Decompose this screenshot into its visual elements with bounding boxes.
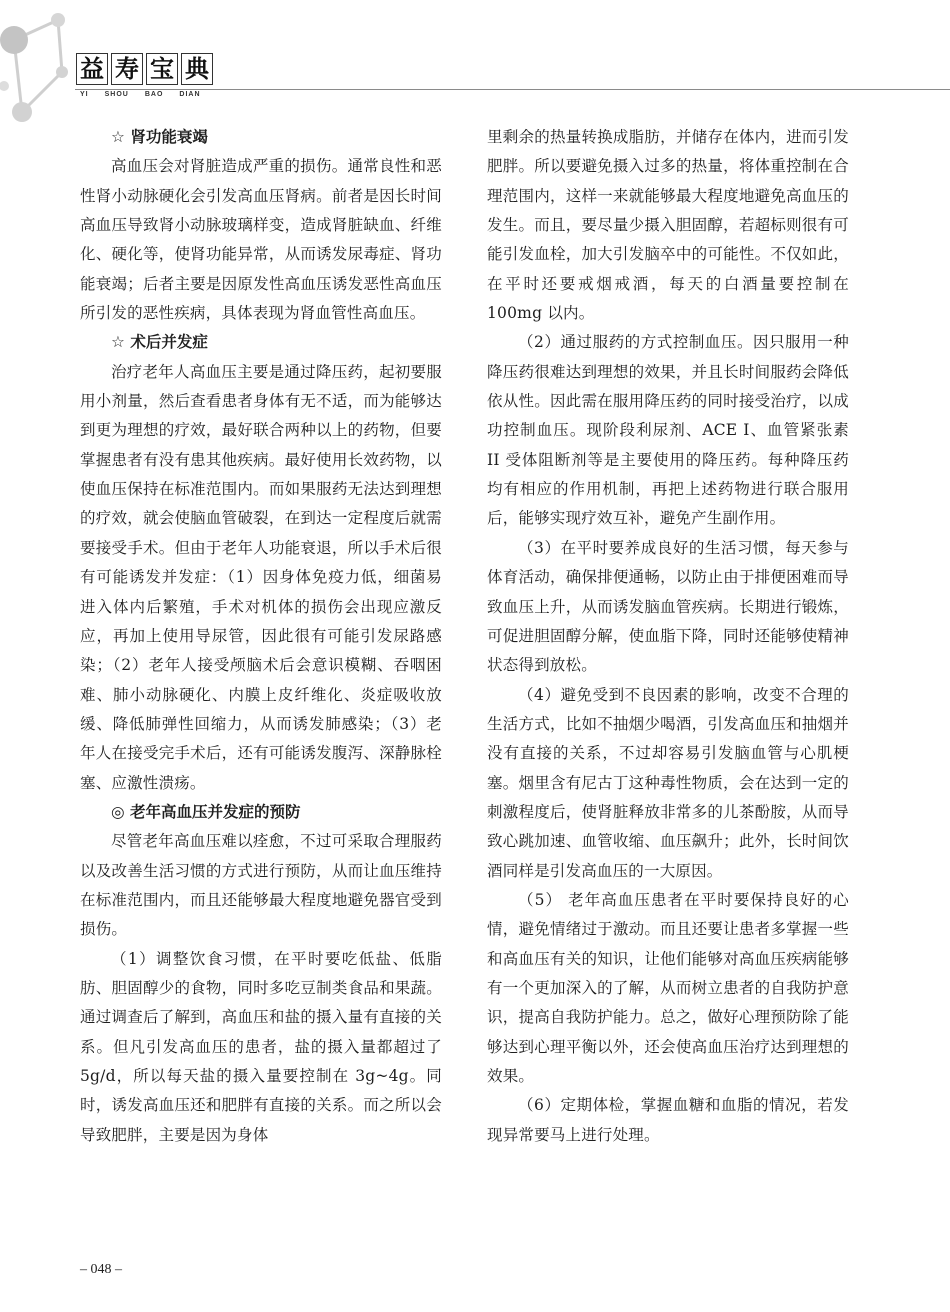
paragraph: （3）在平时要养成良好的生活习惯，每天参与体育活动，确保排便通畅，以防止由于排便困难而导致血压上升，从而诱发脑血管疾病。长期进行锻炼，可促进胆固醇分解，使血脂下降，同时还能够使精神状态得到放松。 [487,538,849,675]
page-number: – 048 – [80,1262,122,1277]
paragraph: 治疗老年人高血压主要是通过降压药，起初要服用小剂量，然后查看患者身体有无不适，而为能够达到更为理想的疗效，最好联合两种以上的药物，但要掌握患者有没有患其他疾病。最好使用长效药物，以使血压保持在标准范围内。而如果服药无法达到理想的疗效，就会使脑血管破裂，在到达一定程度后就需要接受手术。但由于老年人功能衰退，所以手术后很有可能诱发并发症：（1）因身体免疫力低，细菌易进入体内后繁殖，手术对机体的损伤会出现应激反应，再加上使用导尿管，因此很有可能引发尿路感染；（2）老年人接受颅脑术后会意识模糊、吞咽困难、肺小动脉硬化、内膜上皮纤维化、炎症吸收放缓、降低肺弹性回缩力，从而诱发肺感染；（3）老年人在接受完手术后，还有可能诱发腹泻、深静脉栓塞、应激性溃疡。 [80,362,442,792]
section-heading-prevention: ◎ 老年高血压并发症的预防 [111,802,301,821]
magazine-pinyin [80,91,201,98]
title-char: 典 [181,53,213,85]
paragraph: （6）定期体检，掌握血糖和血脂的情况，若发现异常要马上进行处理。 [487,1096,849,1144]
star-icon: ☆ [111,128,125,146]
pinyin-syllable: YI [80,91,89,98]
paragraph: 尽管老年高血压难以痊愈，不过可采取合理服药以及改善生活习惯的方式进行预防，从而让血压维持在标准范围内，而且还能够最大程度地避免器官受到损伤。 [80,832,442,939]
left-column [80,123,442,1150]
heading-postop-complications: ☆ 术后并发症 [111,333,208,352]
title-char: 宝 [146,53,178,85]
pinyin-syllable: SHOU [104,91,129,98]
paragraph: （5） 老年高血压患者在平时要保持良好的心情，避免情绪过于激动。而且还要让患者多掌握一些和高血压有关的知识，让他们能够对高血压疾病能够有一个更加深入的了解，从而树立患者的自我防护意识，提高自我防护能力。总之，做好心理预防除了能够达到心理平衡以外，还会使高血压治疗达到理想的效果。 [487,890,849,1085]
paragraph: （2）通过服药的方式控制血压。因只服用一种降压药很难达到理想的效果，并且长时间服药会降低依从性。因此需在服用降压药的同时接受治疗，以成功控制血压。现阶段利尿剂、ACE I、血管紧张素 II 受体阻断剂等是主要使用的降压药。每种降压药均有相应的作用机制，再把上述药物进行联合服用后，能够实现疗效互补，避免产生副作用。 [487,333,849,528]
header-rule [75,89,950,90]
paragraph: 高血压会对肾脏造成严重的损伤。通常良性和恶性肾小动脉硬化会引发高血压肾病。前者是因长时间高血压导致肾小动脉玻璃样变，造成肾脏缺血、纤维化、硬化等，使肾功能异常，从而诱发尿毒症、肾功能衰竭；后者主要是因原发性高血压诱发恶性高血压所引发的恶性疾病，具体表现为肾血管性高血压。 [80,157,442,323]
title-char: 益 [76,53,108,85]
magazine-title [76,53,213,85]
paragraph: （1）调整饮食习惯，在平时要吃低盐、低脂肪、胆固醇少的食物，同时多吃豆制类食品和果蔬。通过调查后了解到，高血压和盐的摄入量有直接的关系。但凡引发高血压的患者，盐的摄入量都超过了 5g/d，所以每天盐的摄入量要控制在 3g~4g。同时，诱发高血压还和肥胖有直接的关系。而之所以会导致肥胖，主要是因为身体 [80,949,442,1144]
paragraph-continued: 里剩余的热量转换成脂肪，并储存在体内，进而引发肥胖。所以要避免摄入过多的热量，将体重控制在合理范围内，这样一来就能够最大程度地避免高血压的发生。而且，要尽量少摄入胆固醇，若超标则很有可能引发血栓，加大引发脑卒中的可能性。不仅如此，在平时还要戒烟戒酒，每天的白酒量要控制在 100mg 以内。 [487,128,849,323]
title-char: 寿 [111,53,143,85]
paragraph: （4）避免受到不良因素的影响，改变不合理的生活方式，比如不抽烟少喝酒，引发高血压和抽烟并没有直接的关系，不过却容易引发脑血管与心肌梗塞。烟里含有尼古丁这种毒性物质，会在达到一定的刺激程度后，使肾脏释放非常多的儿茶酚胺，从而导致心跳加速、血管收缩、血压飙升；此外，长时间饮酒同样是引发高血压的一大原因。 [487,685,849,880]
heading-kidney-failure: ☆ 肾功能衰竭 [111,128,208,146]
right-column [487,123,849,1150]
star-icon: ☆ [111,333,125,352]
pinyin-syllable: BAO [144,91,164,98]
bullseye-icon: ◎ [111,802,125,821]
pinyin-syllable: DIAN [179,91,201,98]
